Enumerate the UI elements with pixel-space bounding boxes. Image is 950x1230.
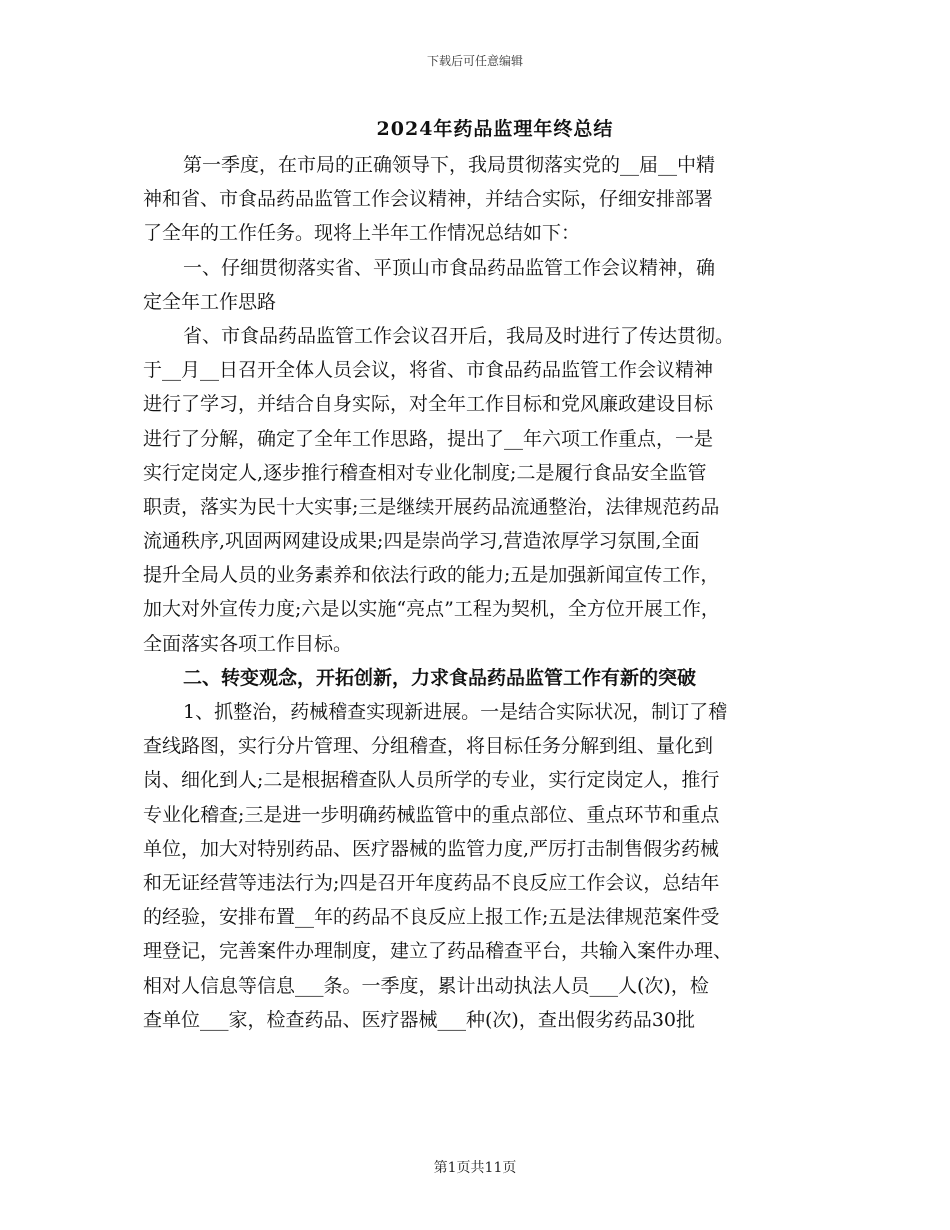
body-line: 职责，落实为民十大实事;三是继续开展药品流通整治，法律规范药品: [143, 495, 720, 518]
body-line: 专业化稽查;三是进一步明确药械监管中的重点部位、重点环节和重点: [143, 803, 720, 826]
body-line: 的经验，安排布置__年的药品不良反应上报工作;五是法律规范案件受: [143, 906, 720, 929]
header-note: 下载后可任意编辑: [426, 54, 523, 68]
body-line: 第一季度，在市局的正确领导下，我局贯彻落实党的__届__中精: [183, 154, 716, 176]
body-line: 进行了学习，并结合自身实际，对全年工作目标和党风廉政建设目标: [143, 393, 714, 416]
body-line: 提升全局人员的业务素养和依法行政的能力;五是加强新闻宣传工作，: [143, 564, 720, 587]
body-line: 查线路图，实行分片管理、分组稽查，将目标任务分解到组、量化到: [143, 735, 714, 758]
document-title: 2024年药品监理年终总结: [376, 118, 614, 140]
body-line: 单位，加大对特别药品、医疗器械的监管力度,严厉打击制售假劣药械: [143, 837, 720, 860]
section-heading-2: 二、转变观念，开拓创新，力求食品药品监管工作有新的突破: [183, 666, 697, 689]
body-line: 理登记，完善案件办理制度，建立了药品稽查平台，共输入案件办理、: [143, 940, 733, 963]
body-line: 查单位___家，检查药品、医疗器械___种(次)，查出假劣药品30批: [143, 1008, 696, 1031]
document-body: [143, 148, 813, 1037]
body-line: 岗、细化到人;二是根据稽查队人员所学的专业，实行定岗定人，推行: [143, 769, 720, 792]
body-line: 和无证经营等违法行为;四是召开年度药品不良反应工作会议，总结年: [143, 871, 720, 894]
body-line: 流通秩序,巩固两网建设成果;四是崇尚学习,营造浓厚学习氛围,全面: [143, 530, 700, 553]
page-number: 第1页共11页: [433, 1160, 517, 1176]
body-line: 加大对外宣传力度;六是以实施“亮点”工程为契机，全方位开展工作，: [143, 598, 720, 621]
body-line: 神和省、市食品药品监管工作会议精神，并结合实际，仔细安排部署: [143, 188, 714, 211]
section-heading-1: 一、仔细贯彻落实省、平顶山市食品药品监管工作会议精神，确: [183, 256, 716, 279]
body-line: 全面落实各项工作目标。: [143, 632, 353, 655]
body-line: 实行定岗定人,逐步推行稽查相对专业化制度;二是履行食品安全监管: [143, 461, 707, 484]
body-line: 省、市食品药品监管工作会议召开后，我局及时进行了传达贯彻。: [183, 324, 735, 347]
body-line: 进行了分解，确定了全年工作思路，提出了__年六项工作重点，一是: [143, 427, 714, 450]
section-heading-1-cont: 定全年工作思路: [143, 290, 277, 313]
body-line: 了全年的工作任务。现将上半年工作情况总结如下：: [143, 222, 581, 245]
body-line: 于__月__日召开全体人员会议，将省、市食品药品监管工作会议精神: [143, 359, 714, 382]
body-line: 相对人信息等信息___条。一季度，累计出动执法人员___人(次)，检: [143, 974, 709, 997]
body-line: 1、抓整治，药械稽查实现新进展。一是结合实际状况，制订了稽: [183, 701, 728, 723]
